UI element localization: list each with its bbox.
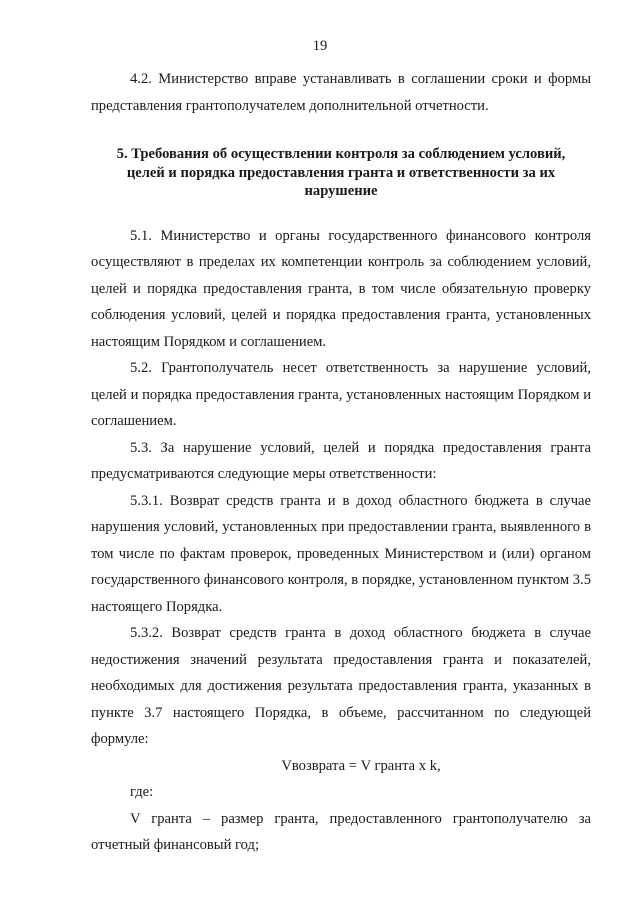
document-body	[91, 66, 591, 859]
page-number: 19	[312, 38, 328, 54]
paragraph-5-1: 5.1. Министерство и органы государственного финансового контроля осуществляют в пределах их компетенции контроль за соблюдением условий, целей и порядка предоставления гранта, в том числе обязательную проверку соблюдения условий, целей и порядка предоставления гранта, установленных настоящим Порядком и соглашением.	[91, 227, 591, 350]
paragraph-5-3-2: 5.3.2. Возврат средств гранта в доход областного бюджета в случае недостижения значений результата предоставления гранта и показателей, необходимых для достижения результата предоставления гранта, указанных в пункте 3.7 настоящего Порядка, в объеме, рассчитанном по следующей формуле:	[91, 625, 591, 747]
paragraph-4-2: 4.2. Министерство вправе устанавливать в соглашении сроки и формы представления грантополучателем дополнительной отчетности.	[91, 71, 591, 114]
paragraph-5-2: 5.2. Грантополучатель несет ответственность за нарушение условий, целей и порядка предоставления гранта, установленных настоящим Порядком и соглашением.	[91, 360, 591, 429]
paragraph-5-3: 5.3. За нарушение условий, целей и порядка предоставления гранта предусматриваются следующие меры ответственности:	[91, 439, 591, 482]
paragraph-5-3-1: 5.3.1. Возврат средств гранта и в доход областного бюджета в случае нарушения условий, установленных при предоставлении гранта, выявленного в том числе по фактам проверок, проведенных Министерством и (или) органом государственного финансового контроля, в порядке, установленном пунктом 3.5 настоящего Порядка.	[91, 492, 591, 615]
where-label: где:	[130, 784, 154, 800]
section-title: 5. Требования об осуществлении контроля за соблюдением условий, целей и порядка предоставления гранта и ответственности за их нарушение	[116, 146, 566, 199]
return-formula: Vвозврата = V гранта x k,	[281, 757, 441, 774]
definition-v-grant: V гранта – размер гранта, предоставленного грантополучателю за отчетный финансовый год;	[91, 810, 591, 853]
